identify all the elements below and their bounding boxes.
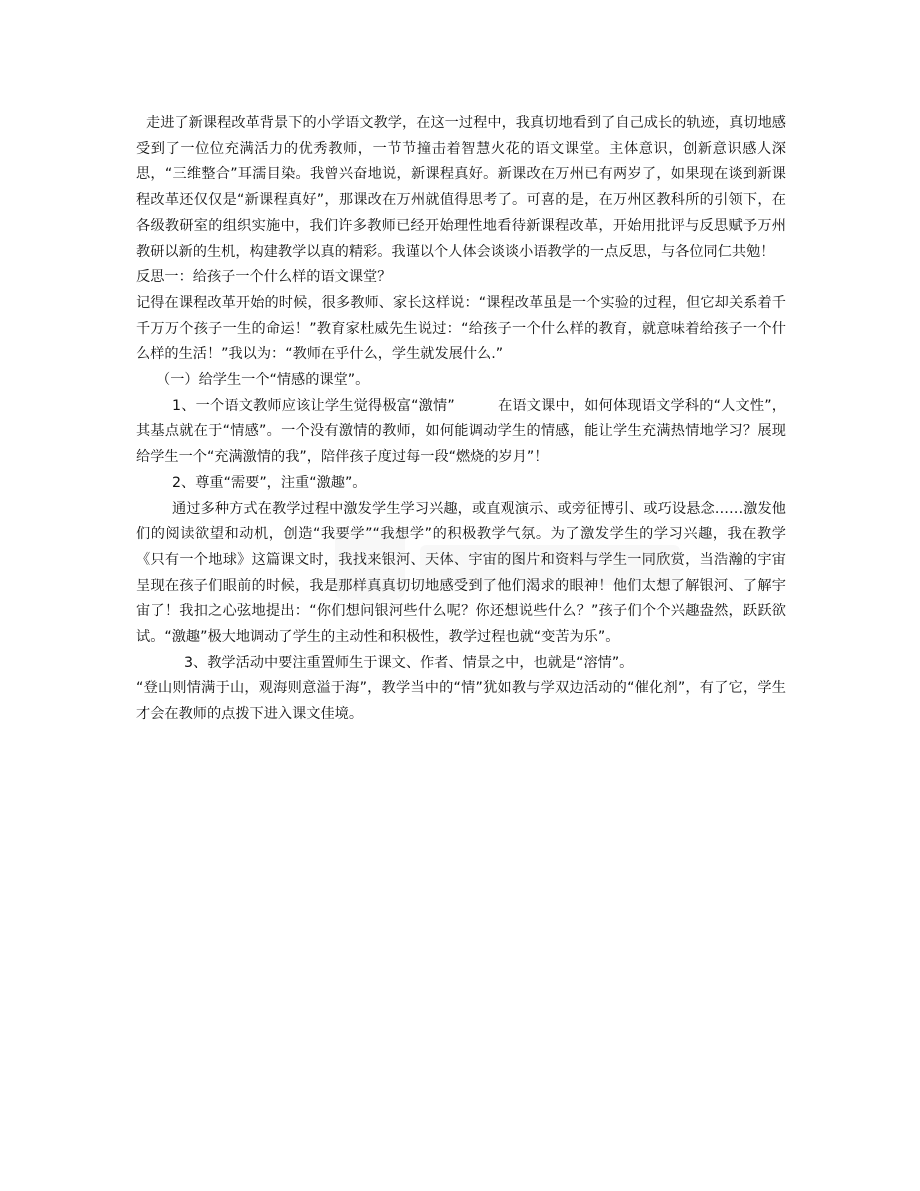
reflection-one-heading: 反思一：给孩子一个什么样的语文课堂？ [136,269,392,286]
document-body [136,111,786,728]
intro-paragraph: 走进了新课程改革背景下的小学语文教学，在这一过程中，我真切地看到了自己成长的轨迹，真切地感受到了一位位充满活力的优秀教师，一节节撞击着智慧火花的语文课堂。主体意识，创新意识感人深思，“三维整合”耳濡目染。我曾兴奋地说，新课程真好。新课改在万州已有两岁了，如果现在谈到新课程改革还仅仅是“新课程真好”，那课改在万州就值得思考了。可喜的是，在万州区教科所的引领下，在各级教研室的组织实施中，我们许多教师已经开始理性地看待新课程改革，开始用批评与反思赋予万州教研以新的生机，构建教学以真的精彩。我谨以个人体会谈谈小语教学的一点反思，与各位同仁共勉！ [136,115,786,260]
point-three-heading: 3、教学活动中要注重置师生于课文、作者、情景之中，也就是“溶情”。 [184,654,634,671]
point-two-heading: 2、尊重“需要”，注重“激趣”。 [172,474,367,491]
section-one-heading: （一）给学生一个“情感的课堂”。 [156,372,370,389]
point-one-paragraph: 1、一个语文教师应该让学生觉得极富“激情” 在语文课中，如何体现语文学科的“人文性”，其基点就在于“情感”。一个没有激情的教师，如何能调动学生的情感，能让学生充满热情地学习？展现给学生一个“充满激情的我”，陪伴孩子度过每一段“燃烧的岁月”！ [136,397,786,466]
closing-paragraph: “登山则情满于山，观海则意溢于海”，教学当中的“情”犹如教与学双边活动的“催化剂”，有了它，学生才会在教师的点拨下进入课文佳境。 [136,680,786,723]
point-two-body: 通过多种方式在教学过程中激发学生学习兴趣，或直观演示、或旁征博引、或巧设悬念……激发他们的阅读欲望和动机，创造“我要学”“我想学”的积极教学气氛。为了激发学生的学习兴趣，我在教学《只有一个地球》这篇课文时，我找来银河、天体、宇宙的图片和资料与学生一同欣赏，当浩瀚的宇宙呈现在孩子们眼前的时候，我是那样真真切切地感受到了他们渴求的眼神！他们太想了解银河、了解宇宙了！我扣之心弦地提出：“你们想问银河些什么呢？你还想说些什么？”孩子们个个兴趣盎然，跃跃欲试。“激趣”极大地调动了学生的主动性和积极性，教学过程也就“变苦为乐”。 [136,500,786,646]
quote-paragraph: 记得在课程改革开始的时候，很多教师、家长这样说：“课程改革虽是一个实验的过程，但它却关系着千千万万个孩子一生的命运！”教育家杜威先生说过：“给孩子一个什么样的教育，就意味着给孩子一个什么样的生活！”我以为：“教师在乎什么，学生就发展什么.” [136,294,786,363]
